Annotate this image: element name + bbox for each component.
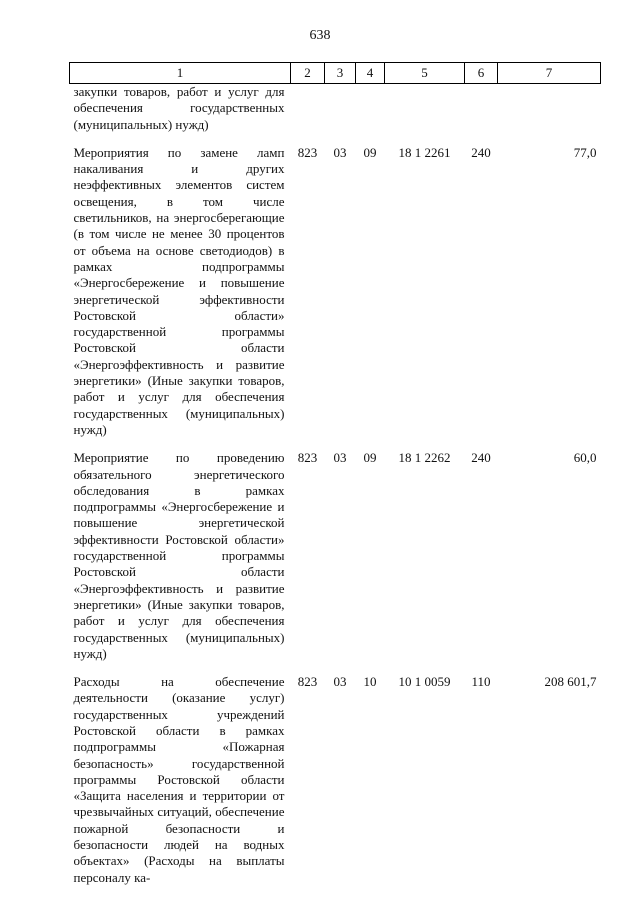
cell-target-article: 18 1 2262 xyxy=(398,450,451,466)
cell-expense-type: 110 xyxy=(471,674,491,690)
cell-subsection xyxy=(356,84,385,133)
table-row xyxy=(70,662,601,886)
cell-target-article: 18 1 2261 xyxy=(398,144,451,160)
column-header: 5 xyxy=(385,63,465,84)
page-number: 638 xyxy=(309,28,331,43)
cell-amount: 77,0 xyxy=(573,144,597,160)
cell-expense-type: 240 xyxy=(471,144,491,160)
column-header: 6 xyxy=(465,63,498,84)
column-header: 1 xyxy=(70,63,291,84)
row-description: Мероприятие по проведению обязательного энергетического обследования в рамках подпрограммы «Энергосбережение и повышение энергетической эффективности Ростовской области» государственной программы Ростовской области «Энергоэффективность и развитие энергетики» (Иные закупки товаров, работ и услуг для обеспечения государственных (муниципальных) нужд) xyxy=(73,450,285,661)
table-row xyxy=(70,133,601,438)
cell-ministry: 823 xyxy=(297,450,318,466)
cell-amount xyxy=(498,84,601,133)
cell-section: 03 xyxy=(333,144,347,160)
budget-table xyxy=(69,62,601,886)
cell-ministry: 823 xyxy=(297,144,318,160)
table-row xyxy=(70,84,601,133)
column-header: 3 xyxy=(325,63,356,84)
cell-section xyxy=(325,84,356,133)
cell-amount: 208 601,7 xyxy=(544,674,597,690)
cell-subsection: 09 xyxy=(363,144,377,160)
column-header: 7 xyxy=(498,63,601,84)
column-header: 2 xyxy=(291,63,325,84)
cell-expense-type xyxy=(465,84,498,133)
cell-ministry xyxy=(291,84,325,133)
cell-subsection: 10 xyxy=(363,674,377,690)
column-header: 4 xyxy=(356,63,385,84)
cell-target-article xyxy=(385,84,465,133)
row-description: Расходы на обеспечение деятельности (оказание услуг) государственных учреждений Ростовской области в рамках подпрограммы «Пожарная безопасность» государственной программы Ростовской области «Защита населения и территории от чрезвычайных ситуаций, обеспечение пожарной безопасности и безопасности людей на водных объектах» (Расходы на выплаты персоналу ка- xyxy=(73,674,285,885)
row-description: закупки товаров, работ и услуг для обеспечения государственных (муниципальных) нужд) xyxy=(73,84,285,132)
table-row xyxy=(70,438,601,662)
cell-section: 03 xyxy=(333,450,347,466)
cell-section: 03 xyxy=(333,674,347,690)
cell-ministry: 823 xyxy=(297,674,318,690)
cell-amount: 60,0 xyxy=(573,450,597,466)
cell-subsection: 09 xyxy=(363,450,377,466)
cell-target-article: 10 1 0059 xyxy=(398,674,451,690)
table-header-row xyxy=(70,63,601,84)
cell-expense-type: 240 xyxy=(471,450,491,466)
row-description: Мероприятия по замене ламп накаливания и других неэффективных элементов систем освещения, в том числе светильников, на энергосберегающие (в том числе не менее 30 процентов от объема на основе светодиодов) в рамках подпрограммы «Энергосбережение и повышение энергетической эффективности Ростовской области» государственной программы Ростовской области «Энергоэффективность и развитие энергетики» (Иные закупки товаров, работ и услуг для обеспечения государственных (муниципальных) нужд) xyxy=(73,144,285,437)
